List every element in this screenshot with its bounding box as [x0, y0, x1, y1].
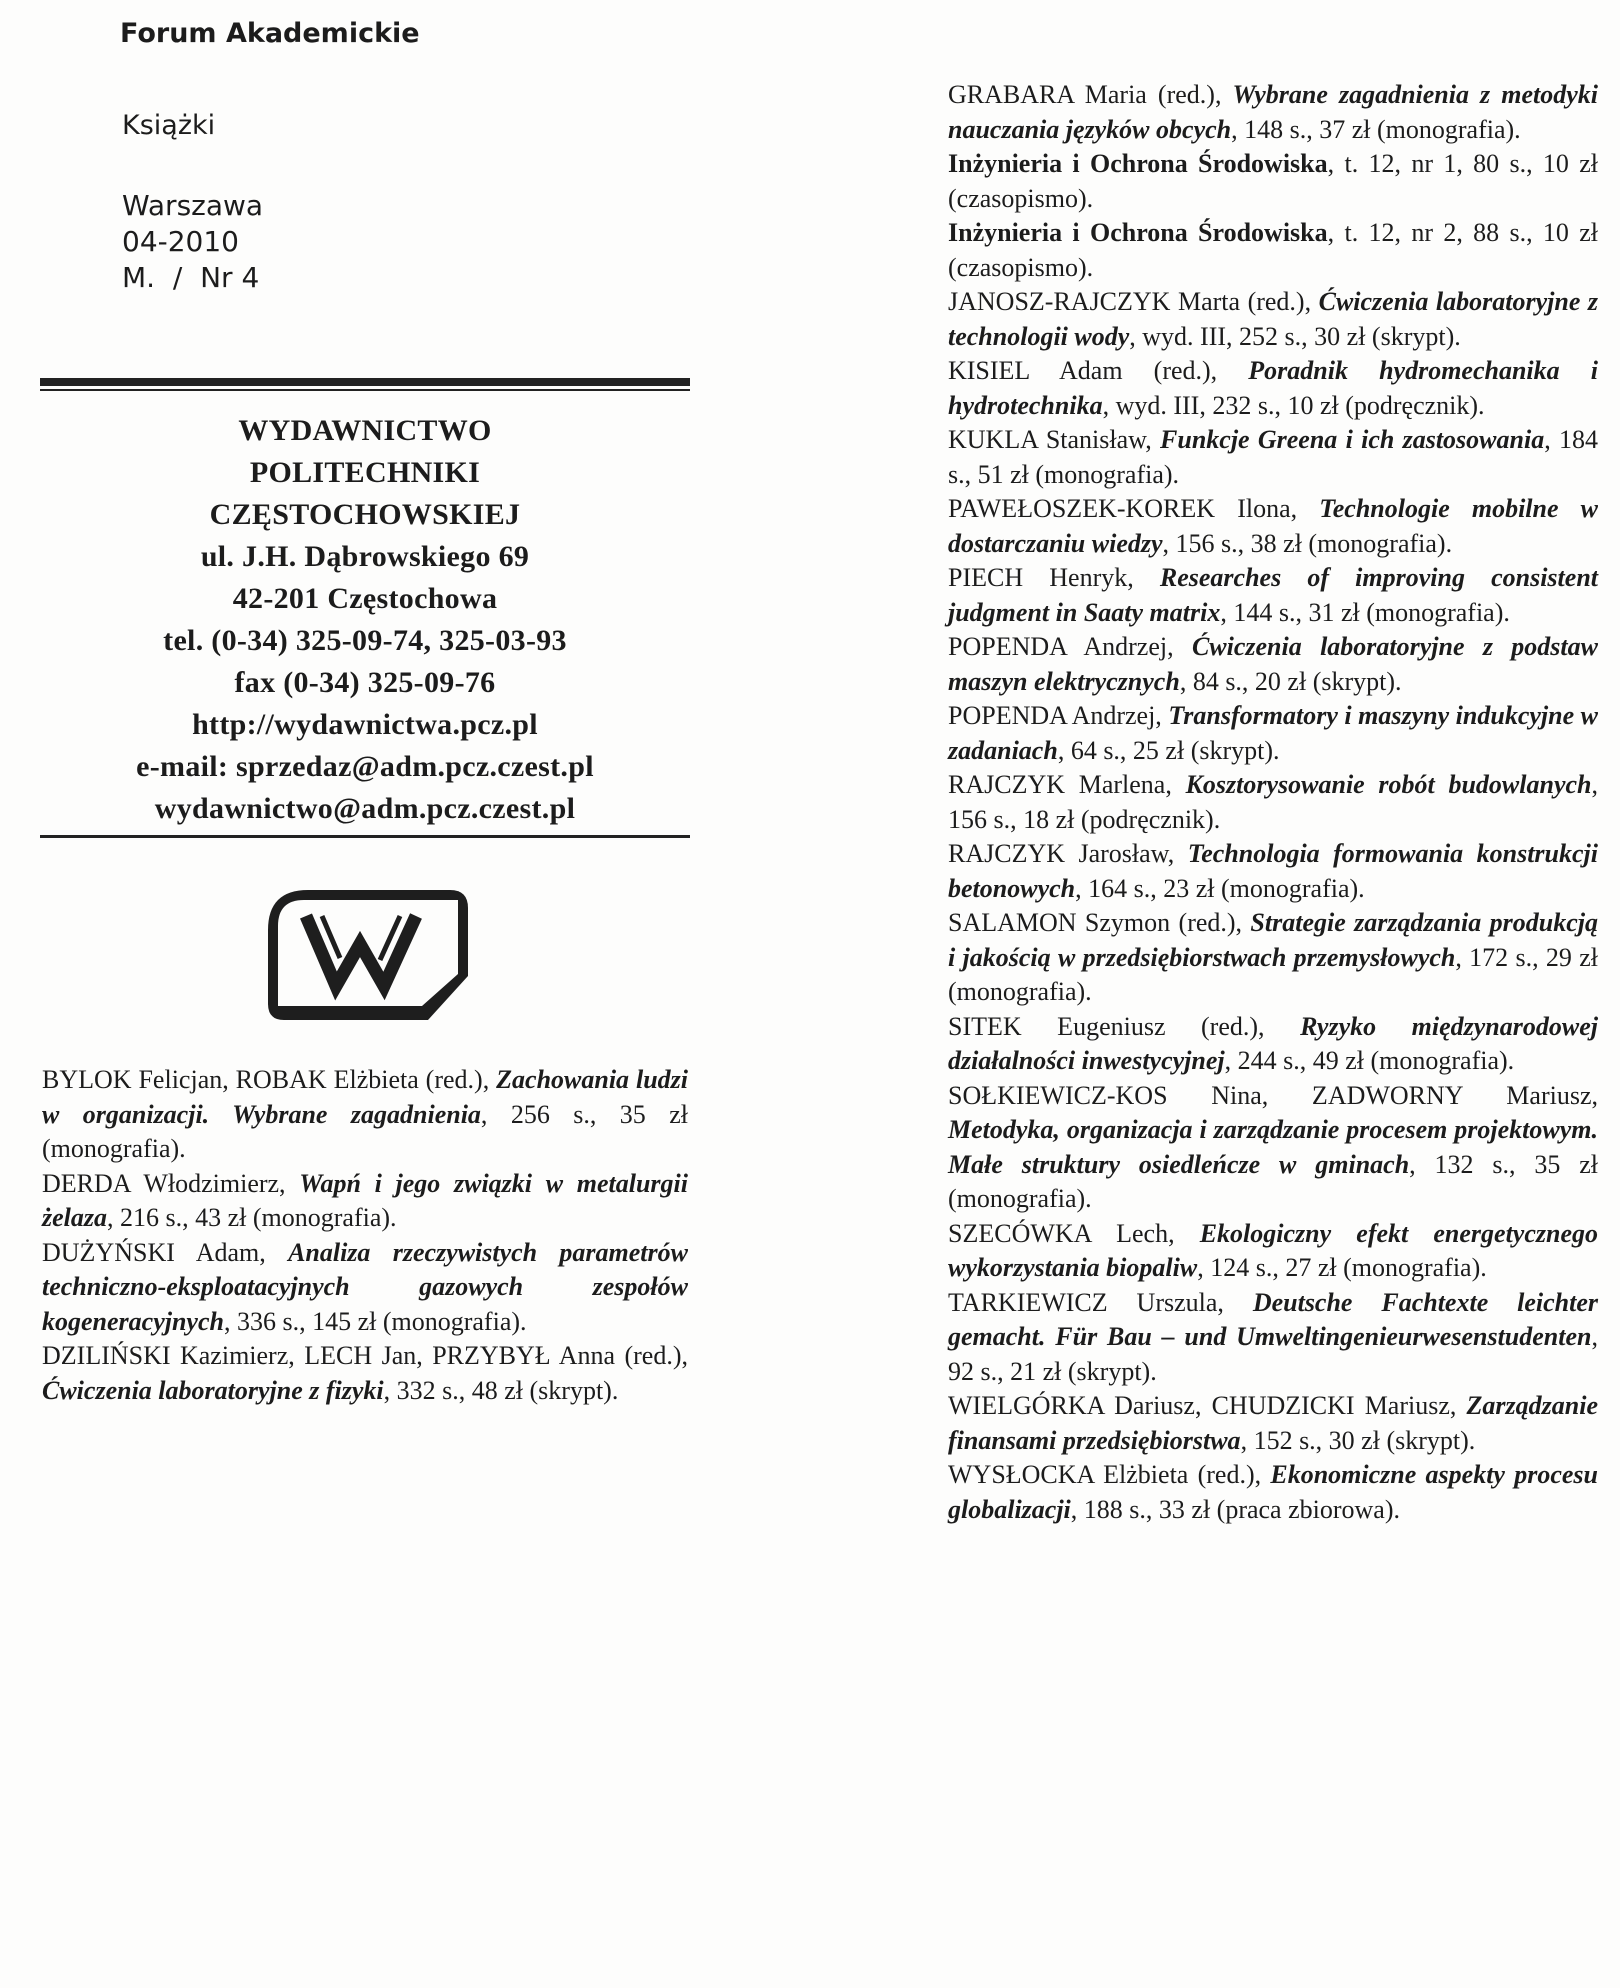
- book-title: Technologia formowania konstrukcji betonowych: [948, 839, 1598, 903]
- book-author: DZILIŃSKI Kazimierz, LECH Jan, PRZYBYŁ Anna (red.),: [42, 1341, 688, 1370]
- book-title: Analiza rzeczywistych parametrów techniczno-eksploatacyjnych gazowych zespołów kogeneracyjnych: [42, 1237, 688, 1336]
- book-details: , wyd. III, 252 s., 30 zł (skrypt).: [1129, 321, 1461, 351]
- publisher-website: http://wydawnictwa.pcz.pl: [192, 708, 538, 741]
- book-author: WYSŁOCKA Elżbieta (red.),: [948, 1460, 1271, 1489]
- book-entry: [948, 906, 1598, 1010]
- book-title: Kosztorysowanie robót budowlanych: [1185, 770, 1592, 799]
- publisher-phone: tel. (0-34) 325-09-74, 325-03-93: [163, 624, 567, 657]
- publisher-street: ul. J.H. Dąbrowskiego 69: [200, 540, 530, 573]
- book-entry: [42, 1339, 688, 1408]
- book-details: , 172 s., 29 zł (monografia).: [948, 942, 1598, 1006]
- divider-thick: [40, 378, 690, 386]
- book-details: , 256 s., 35 zł (monografia).: [42, 1099, 688, 1163]
- issue-date: 04-2010: [122, 225, 239, 258]
- book-details: , 156 s., 38 zł (monografia).: [1162, 528, 1453, 558]
- book-entry: [948, 1389, 1598, 1458]
- book-title: Zarządzanie finansami przedsiębiorstwa: [948, 1391, 1598, 1455]
- book-details: , 164 s., 23 zł (monografia).: [1075, 873, 1365, 903]
- journal-entry: [948, 147, 1598, 216]
- book-author: SZECÓWKA Lech,: [948, 1218, 1200, 1248]
- book-author: PAWEŁOSZEK-KOREK Ilona,: [948, 494, 1320, 523]
- book-title: Metodyka, organizacja i zarządzanie procesem projektowym. Małe struktury osiedleńcze w gminach: [948, 1115, 1598, 1179]
- book-author: RAJCZYK Jarosław,: [948, 839, 1188, 868]
- book-title: Deutsche Fachtexte leichter gemacht. Für Bau – und Umweltingenieurwesenstudenten: [948, 1287, 1598, 1351]
- book-details: , 156 s., 18 zł (podręcznik).: [948, 770, 1598, 834]
- book-title: Ćwiczenia laboratoryjne z podstaw maszyn elektrycznych: [948, 632, 1598, 696]
- journal-entry: [948, 216, 1598, 285]
- book-entry: [948, 1286, 1598, 1390]
- book-author: SITEK Eugeniusz (red.),: [948, 1011, 1301, 1041]
- book-list-left: [42, 1063, 688, 1408]
- book-details: , 216 s., 43 zł (monografia).: [107, 1203, 397, 1232]
- book-title: Transformatory i maszyny indukcyjne w zadaniach: [948, 701, 1599, 765]
- publisher-city: 42-201 Częstochowa: [232, 582, 498, 615]
- book-title: Ryzyko międzynarodowej działalności inwestycyjnej: [948, 1011, 1598, 1075]
- book-details: , 132 s., 35 zł (monografia).: [948, 1149, 1598, 1213]
- journal-name: Inżynieria i Ochrona Środowiska: [948, 218, 1328, 247]
- book-author: SOŁKIEWICZ-KOS Nina, ZADWORNY Mariusz,: [948, 1080, 1598, 1110]
- publisher-fax: fax (0-34) 325-09-76: [234, 666, 496, 699]
- book-entry: [948, 285, 1598, 354]
- book-author: KUKLA Stanisław,: [948, 425, 1161, 454]
- book-author: TARKIEWICZ Urszula,: [948, 1287, 1253, 1317]
- book-title: Ekonomiczne aspekty procesu globalizacji: [948, 1460, 1598, 1524]
- book-author: DUŻYŃSKI Adam,: [42, 1237, 289, 1267]
- book-details: , 152 s., 30 zł (skrypt).: [1240, 1425, 1476, 1455]
- publisher-name-line: CZĘSTOCHOWSKIEJ: [209, 498, 521, 531]
- book-entry: [948, 837, 1598, 906]
- book-entry: [948, 1079, 1598, 1217]
- issue-meta: [122, 188, 263, 296]
- book-entry: [42, 1236, 688, 1340]
- divider-bottom: [40, 835, 690, 838]
- book-title: Wybrane zagadnienia z metodyki nauczania języków obcych: [948, 80, 1598, 144]
- book-title: Funkcje Greena i ich zastosowania: [1160, 425, 1545, 454]
- book-author: POPENDA Andrzej,: [948, 701, 1169, 730]
- publisher-name-line: WYDAWNICTWO: [238, 414, 492, 447]
- book-author: JANOSZ-RAJCZYK Marta (red.),: [948, 287, 1319, 316]
- publication-title: Forum Akademickie: [120, 18, 420, 49]
- book-title: Ćwiczenia laboratoryjne z fizyki: [42, 1375, 384, 1405]
- issue-number: M. / Nr 4: [122, 261, 260, 294]
- book-author: PIECH Henryk,: [948, 563, 1160, 592]
- book-details: , 124 s., 27 zł (monografia).: [1197, 1253, 1487, 1282]
- book-details: , wyd. III, 232 s., 10 zł (podręcznik).: [1102, 390, 1485, 420]
- book-title: Wapń i jego związki w metalurgii żelaza: [42, 1168, 688, 1232]
- issue-city: Warszawa: [122, 189, 264, 222]
- book-author: GRABARA Maria (red.),: [948, 80, 1233, 109]
- book-details: , 92 s., 21 zł (skrypt).: [948, 1322, 1598, 1386]
- journal-name: Inżynieria i Ochrona Środowiska: [948, 149, 1328, 178]
- journal-details: , t. 12, nr 2, 88 s., 10 zł (czasopismo).: [948, 218, 1599, 282]
- book-entry: [42, 1167, 688, 1236]
- book-entry: [948, 1010, 1598, 1079]
- book-author: SALAMON Szymon (red.),: [948, 908, 1251, 937]
- book-entry: [42, 1063, 688, 1167]
- book-title: Technologie mobilne w dostarczaniu wiedzy: [948, 494, 1599, 558]
- book-author: KISIEL Adam (red.),: [948, 356, 1249, 385]
- publisher-logo: [260, 880, 480, 1030]
- book-details: , 188 s., 33 zł (praca zbiorowa).: [1070, 1494, 1400, 1524]
- book-entry: [948, 561, 1598, 630]
- book-details: , 336 s., 145 zł (monografia).: [223, 1306, 527, 1336]
- book-entry: [948, 699, 1598, 768]
- book-author: WIELGÓRKA Dariusz, CHUDZICKI Mariusz,: [948, 1391, 1467, 1420]
- journal-details: , t. 12, nr 1, 80 s., 10 zł (czasopismo).: [948, 149, 1599, 213]
- publisher-block: [40, 410, 690, 830]
- book-title: Ekologiczny efekt energetycznego wykorzystania biopaliw: [948, 1218, 1598, 1282]
- publisher-email-sales: e-mail: sprzedaz@adm.pcz.czest.pl: [136, 750, 594, 783]
- book-entry: [948, 630, 1598, 699]
- book-author: BYLOK Felicjan, ROBAK Elżbieta (red.),: [42, 1065, 497, 1094]
- book-title: Zachowania ludzi w organizacji. Wybrane zagadnienia: [42, 1065, 688, 1129]
- book-list-right: [948, 78, 1598, 1527]
- book-details: , 84 s., 20 zł (skrypt).: [1179, 666, 1402, 696]
- section-label: Książki: [122, 110, 216, 141]
- book-details: , 244 s., 49 zł (monografia).: [1224, 1046, 1515, 1075]
- book-title: Strategie zarządzania produkcją i jakością w przedsiębiorstwach przemysłowych: [948, 908, 1598, 972]
- book-details: , 332 s., 48 zł (skrypt).: [383, 1375, 619, 1405]
- book-entry: [948, 1217, 1598, 1286]
- book-title: Poradnik hydromechanika i hydrotechnika: [948, 356, 1598, 420]
- book-details: , 148 s., 37 zł (monografia).: [1231, 114, 1521, 144]
- book-entry: [948, 354, 1598, 423]
- publisher-name-line: POLITECHNIKI: [249, 456, 481, 489]
- book-details: , 64 s., 25 zł (skrypt).: [1057, 735, 1280, 765]
- book-title: Ćwiczenia laboratoryjne z technologii wody: [948, 287, 1598, 351]
- book-entry: [948, 768, 1598, 837]
- book-author: RAJCZYK Marlena,: [948, 770, 1186, 799]
- book-entry: [948, 78, 1598, 147]
- book-author: DERDA Włodzimierz,: [42, 1168, 300, 1198]
- divider-thin: [40, 389, 690, 391]
- book-title: Researches of improving consistent judgment in Saaty matrix: [948, 563, 1599, 627]
- book-entry: [948, 1458, 1598, 1527]
- book-details: , 144 s., 31 zł (monografia).: [1220, 597, 1510, 627]
- book-entry: [948, 423, 1598, 492]
- publisher-email-office: wydawnictwo@adm.pcz.czest.pl: [154, 792, 576, 825]
- book-entry: [948, 492, 1598, 561]
- book-details: , 184 s., 51 zł (monografia).: [948, 425, 1598, 489]
- book-author: POPENDA Andrzej,: [948, 632, 1192, 661]
